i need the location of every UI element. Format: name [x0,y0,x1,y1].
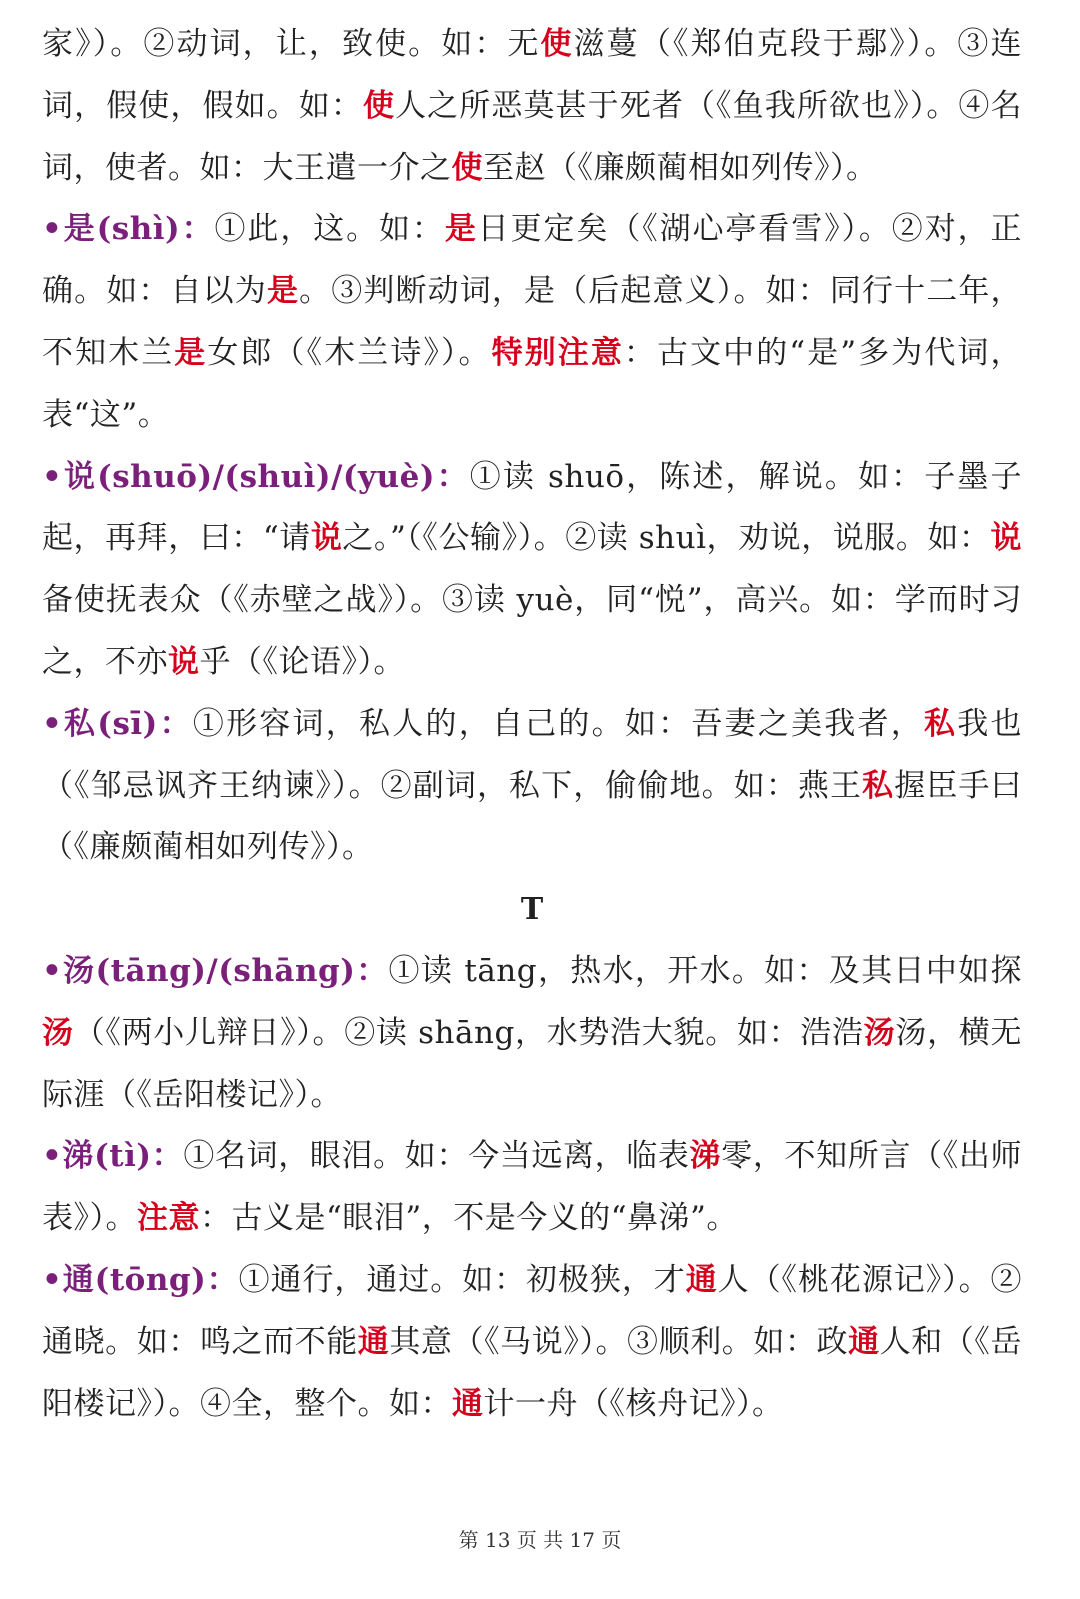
entry-paragraph [42,1250,1022,1435]
entry-headword: •涕(tì)： [42,1138,184,1175]
entry-text: ①形容词，私人的，自己的。如：吾妻之美我者， [192,705,925,742]
entry-text: ：古义是“眼泪”，不是今义的“鼻涕”。 [200,1200,738,1237]
highlighted-word: 说 [310,520,343,557]
entry-text: 人（《桃花源记》）。②通晓。如：鸣之而不能 [42,1261,1023,1360]
entry-text: 至赵（《廉颇蔺相如列传》）。 [483,149,878,186]
highlighted-word: 是 [266,273,300,310]
highlighted-word: 说 [990,520,1022,557]
entry-text: 女郎（《木兰诗》）。 [207,334,492,371]
entry-text: 握臣手曰（《廉颇蔺相如列传》）。 [42,767,1023,866]
section-heading-t: T [520,892,544,928]
page-content [42,14,1022,1435]
highlighted-word: 使 [451,149,483,186]
entry-headword: •私(sī)： [42,705,193,742]
entry-headword: •说(shuō)/(shuì)/(yuè)： [42,458,470,495]
entry-text: 乎（《论语》）。 [199,643,405,680]
highlighted-word: 特别注意 [491,334,624,371]
entry-paragraph [42,14,1022,199]
entry-text: 。③判断动词，是（后起意义）。如：同行十二年，不知木兰 [42,273,1023,371]
entry-paragraph [42,694,1022,879]
highlighted-word: 通 [357,1323,390,1360]
entry-text: 我也（《邹忌讽齐王纳谏》）。②副词，私下，偷偷地。如：燕王 [42,705,1023,804]
entry-paragraph [42,199,1022,446]
entry-text: 计一舟（《核舟记》）。 [483,1385,784,1422]
entry-headword: •通(tōng)： [42,1261,239,1298]
highlighted-word: 通 [685,1261,718,1298]
entry-headword: •汤(tāng)/(shāng)： [42,952,389,989]
highlighted-word: 私 [862,767,895,804]
entry-text: ①读 tāng，热水，开水。如：及其日中如探 [388,952,1023,989]
entry-text: ①名词，眼泪。如：今当远离，临表 [183,1138,690,1175]
entry-text: 之。”（《公输》）。②读 shuì，劝说，说服。如： [342,520,991,557]
entry-text: 日更定矣（《湖心亭看雪》）。②对，正确。如：自以为 [42,211,1023,310]
entry-text: 人和（《岳阳楼记》）。④全，整个。如： [42,1323,1022,1422]
entry-text: 人之所恶莫甚于死者（《鱼我所欲也》）。④名词，使者。如：大王遣一介之 [42,87,1023,186]
highlighted-word: 通 [452,1385,484,1422]
highlighted-word: 私 [924,705,958,742]
entry-paragraph [42,447,1022,694]
highlighted-word: 使 [362,87,396,124]
highlighted-word: 说 [168,643,200,680]
entry-text: （《两小儿辩日》）。②读 shāng，水势浩大貌。如：浩浩 [73,1014,864,1051]
entry-text: ①读 shuō，陈述，解说。如：子墨子起，再拜，曰：“请 [42,458,1022,557]
entry-paragraph [42,1126,1022,1250]
entry-text: 滋蔓（《郑伯克段于鄢》）。③连词，假使，假如。如： [42,26,1023,124]
entry-text: ①通行，通过。如：初极狭，才 [238,1261,686,1298]
entry-text: ①此，这。如： [214,211,445,248]
entry-text: 零，不知所言（《出师表》）。 [42,1138,1023,1237]
entry-text: 其意（《马说》）。③顺利。如：政 [389,1323,849,1360]
highlighted-word: 是 [444,211,478,248]
entry-text: ：古文中的“是”多为代词，表“这”。 [42,334,1023,433]
page-footer: 第 13 页 共 17 页 [458,1528,622,1552]
highlighted-word: 是 [174,334,208,371]
highlighted-word: 涕 [689,1138,722,1175]
entry-text: 汤，横无际涯（《岳阳楼记》）。 [42,1014,1023,1113]
highlighted-word: 注意 [137,1200,200,1237]
entry-paragraph [42,941,1022,1126]
entry-headword: •是(shì)： [42,211,215,248]
entry-text: 家》）。②动词，让，致使。如：无 [42,26,541,62]
highlighted-word: 汤 [863,1014,896,1051]
highlighted-word: 使 [540,26,574,62]
entry-text: 备使抚表众（《赤壁之战》）。③读 yuè，同“悦”，高兴。如：学而时习之，不亦 [42,582,1022,680]
entries-section-t [42,941,1022,1435]
highlighted-word: 通 [848,1323,880,1360]
entries-section-s [42,14,1022,879]
highlighted-word: 汤 [42,1014,74,1051]
